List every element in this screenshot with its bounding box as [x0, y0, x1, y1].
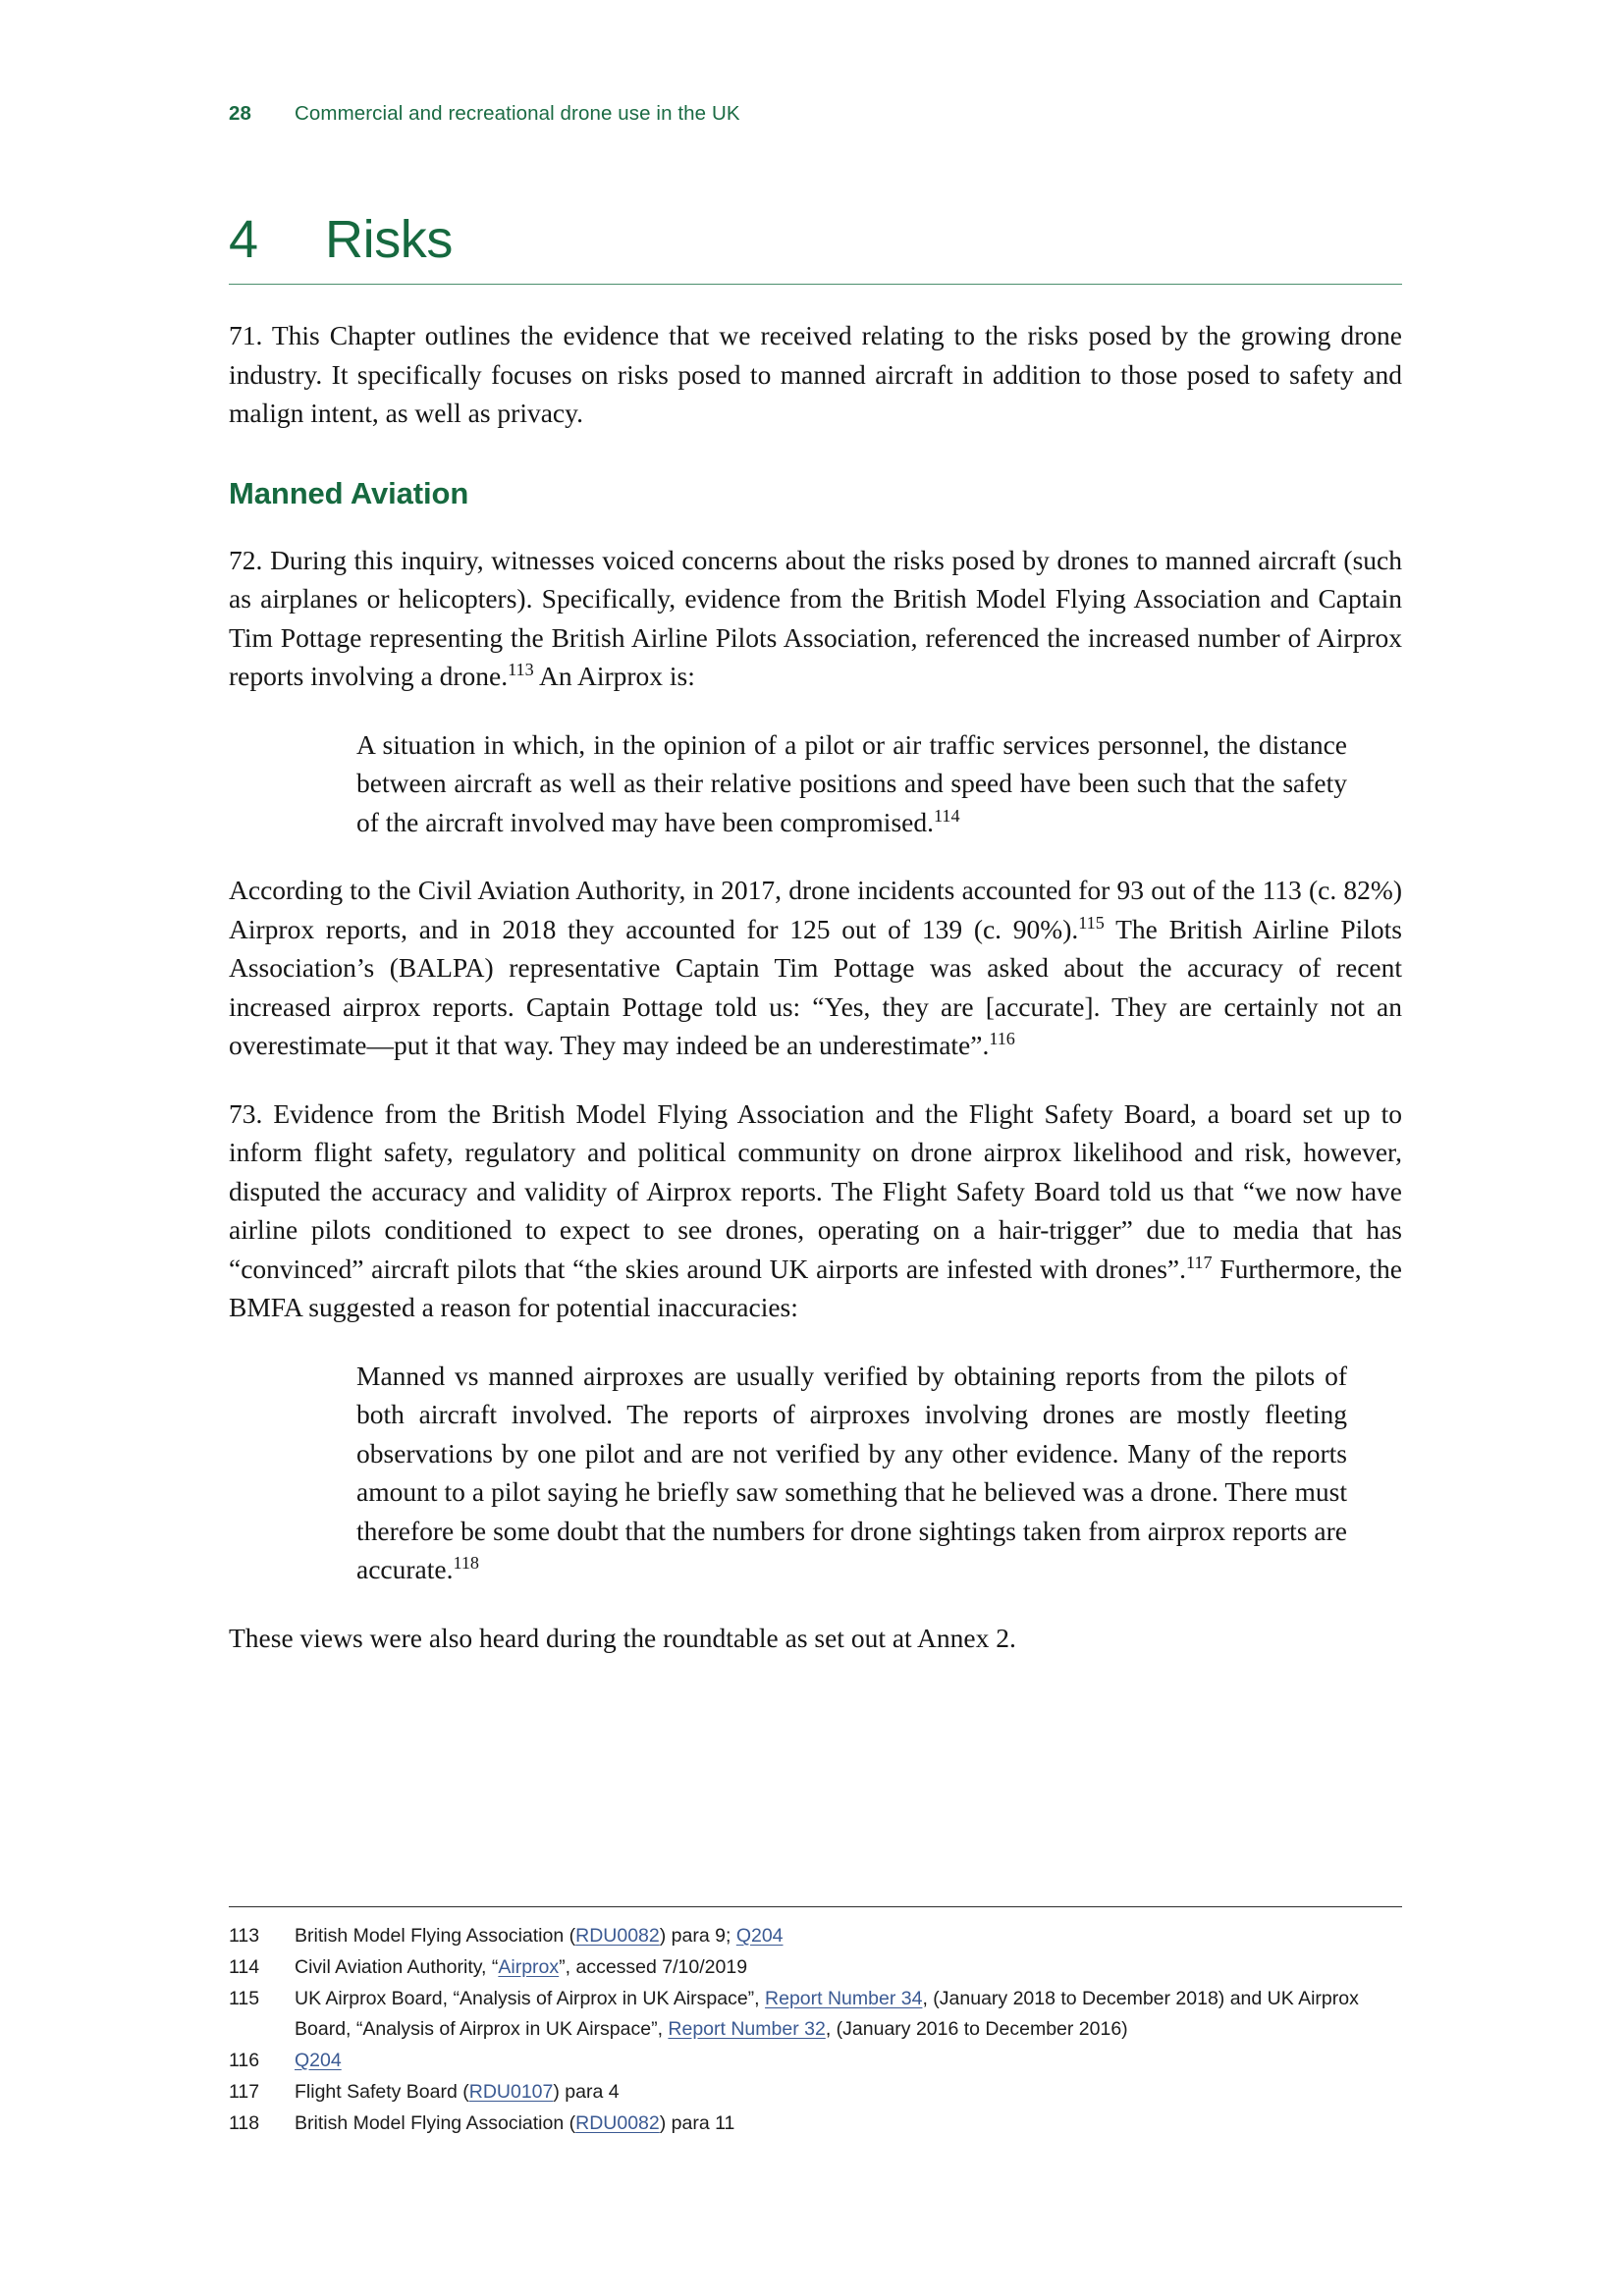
paragraph-72-text-b: An Airprox is:: [533, 661, 695, 691]
footnote-text-run: UK Airprox Board, “Analysis of Airprox in UK Airspace”,: [295, 1988, 766, 2009]
running-header: [229, 102, 1402, 126]
footnote-item: [229, 2046, 1402, 2076]
footnote-number: 114: [229, 1956, 260, 1978]
page-content: [229, 0, 1402, 1686]
paragraph-caa-text-b: The British Airline Pilots Association’s (BALPA) representative Captain Tim Pottage was asked about the accuracy of recent increased airprox reports. Captain Pottage told us: “Yes, they are [accurate]. They are certainly not an overestimate—put it that way. They may indeed be an underestimate”.: [229, 913, 1402, 1060]
footnote-list: [229, 1921, 1402, 2139]
footnote-text-run: British Model Flying Association (: [295, 2112, 576, 2134]
paragraph-closing: These views were also heard during the roundtable as set out at Annex 2.: [229, 1622, 1016, 1653]
running-header-title: Commercial and recreational drone use in the UK: [295, 102, 740, 125]
footnote-number: 118: [229, 2112, 260, 2134]
footnote-text-run: , (January 2016 to December 2016): [825, 2018, 1128, 2040]
paragraph-71-text: 71. This Chapter outlines the evidence that we received relating to the risks posed by the growing drone industry. It specifically focuses on risks posed to manned aircraft in addition to those posed to safety and malign intent, as well as privacy.: [229, 320, 1402, 428]
section-heading-manned-aviation: Manned Aviation: [229, 475, 469, 510]
paragraph-72-text-a: 72. During this inquiry, witnesses voiced concerns about the risks posed by drones to manned aircraft (such as airplanes or helicopters). Specifically, evidence from the British Model Flying Association and Captain Tim Pottage representing the British Airline Pilots Association, referenced the increased number of Airprox reports involving a drone.: [229, 544, 1402, 691]
footnote-text-run: British Model Flying Association (: [295, 1925, 576, 1947]
footnote-marker-117: 117: [1186, 1252, 1213, 1272]
footnote-marker-113: 113: [508, 659, 534, 679]
footnote-marker-118: 118: [453, 1552, 479, 1573]
footnote-text: [295, 1984, 1402, 2045]
paragraph-71: [229, 316, 1402, 433]
footnote-item: [229, 1984, 1402, 2045]
page-number: 28: [229, 102, 252, 125]
footnote-link[interactable]: Report Number 32: [668, 2018, 826, 2040]
footnote-link[interactable]: RDU0082: [575, 1925, 660, 1947]
footnote-text-run: ”, accessed 7/10/2019: [559, 1956, 748, 1978]
footnote-link[interactable]: RDU0082: [575, 2112, 660, 2134]
blockquote-bmfa-inaccuracies: [229, 1357, 1402, 1589]
footnote-number: 115: [229, 1988, 260, 2009]
footnote-marker-116: 116: [989, 1028, 1015, 1048]
footnotes-divider: [229, 1906, 1402, 1907]
footnote-item: [229, 1952, 1402, 1983]
footnote-text-run: ) para 4: [553, 2081, 620, 2103]
footnote-item: [229, 2077, 1402, 2108]
blockquote-2-text: Manned vs manned airproxes are usually verified by obtaining reports from the pilots of both aircraft involved. The reports of airproxes involving drones are mostly fleeting observations by one pilot and are not verified by any other evidence. Many of the reports amount to a pilot saying he briefly saw something that he believed was a drone. There must therefore be some doubt that the numbers for drone sightings taken from airprox reports are accurate.: [356, 1360, 1347, 1584]
footnote-text-run: Civil Aviation Authority, “: [295, 1956, 499, 1978]
footnote-link[interactable]: Report Number 34: [765, 1988, 923, 2009]
footnote-text-run: Flight Safety Board (: [295, 2081, 469, 2103]
paragraph-73: [229, 1095, 1402, 1327]
footnote-number: 116: [229, 2050, 260, 2071]
footnote-link[interactable]: Airprox: [498, 1956, 560, 1978]
footnote-text-run: , (January 2018 to December 2018) and UK Airprox Board, “Analysis of Airprox in UK Airspace”,: [295, 1988, 1359, 2040]
footnote-text-run: ) para 9;: [659, 1925, 736, 1947]
footnote-link[interactable]: RDU0107: [468, 2081, 554, 2103]
footnote-text: [295, 1952, 1402, 1983]
footnote-item: [229, 1921, 1402, 1951]
footnote-item: [229, 2109, 1402, 2139]
chapter-divider: [229, 284, 1402, 285]
chapter-title: Risks: [325, 210, 453, 269]
paragraph-73-text-b: Furthermore, the BMFA suggested a reason for potential inaccuracies:: [229, 1253, 1403, 1322]
blockquote-1-text: A situation in which, in the opinion of a pilot or air traffic services personnel, the distance between aircraft as well as their relative positions and speed have been such that the safety of the aircraft involved may have been compromised.: [356, 728, 1347, 837]
footnote-link[interactable]: Q204: [295, 2050, 342, 2071]
chapter-heading: [229, 209, 1402, 270]
footnote-text: [295, 2109, 1402, 2139]
footnotes-section: [229, 1906, 1402, 2140]
blockquote-airprox-definition: [229, 725, 1402, 842]
chapter-number: 4: [229, 210, 258, 269]
footnote-marker-114: 114: [933, 805, 960, 826]
footnote-text-run: ) para 11: [659, 2112, 735, 2134]
paragraph-caa-text-a: According to the Civil Aviation Authority, in 2017, drone incidents accounted for 93 out of the 113 (c. 82%) Airprox reports, and in 2018 they accounted for 125 out of 139 (c. 90%).: [229, 875, 1402, 944]
footnote-number: 113: [229, 1925, 260, 1947]
footnote-link[interactable]: Q204: [735, 1925, 784, 1947]
paragraph-73-text-a: 73. Evidence from the British Model Flying Association and the Flight Safety Board, a board set up to inform flight safety, regulatory and political community on drone airprox likelihood and risk, however, disputed the accuracy and validity of Airprox reports. The Flight Safety Board told us that “we now have airline pilots conditioned to expect to see drones, operating on a hair-trigger” due to media that has “convinced” aircraft pilots that “the skies around UK airports are infested with drones”.: [229, 1097, 1402, 1284]
footnote-text: [295, 1921, 1402, 1951]
footnote-marker-115: 115: [1078, 912, 1105, 933]
footnote-text: [295, 2077, 1402, 2108]
footnote-number: 117: [229, 2081, 260, 2103]
footnote-text: [295, 2046, 1402, 2076]
paragraph-72: [229, 541, 1402, 696]
paragraph-caa-statistics: [229, 871, 1402, 1065]
